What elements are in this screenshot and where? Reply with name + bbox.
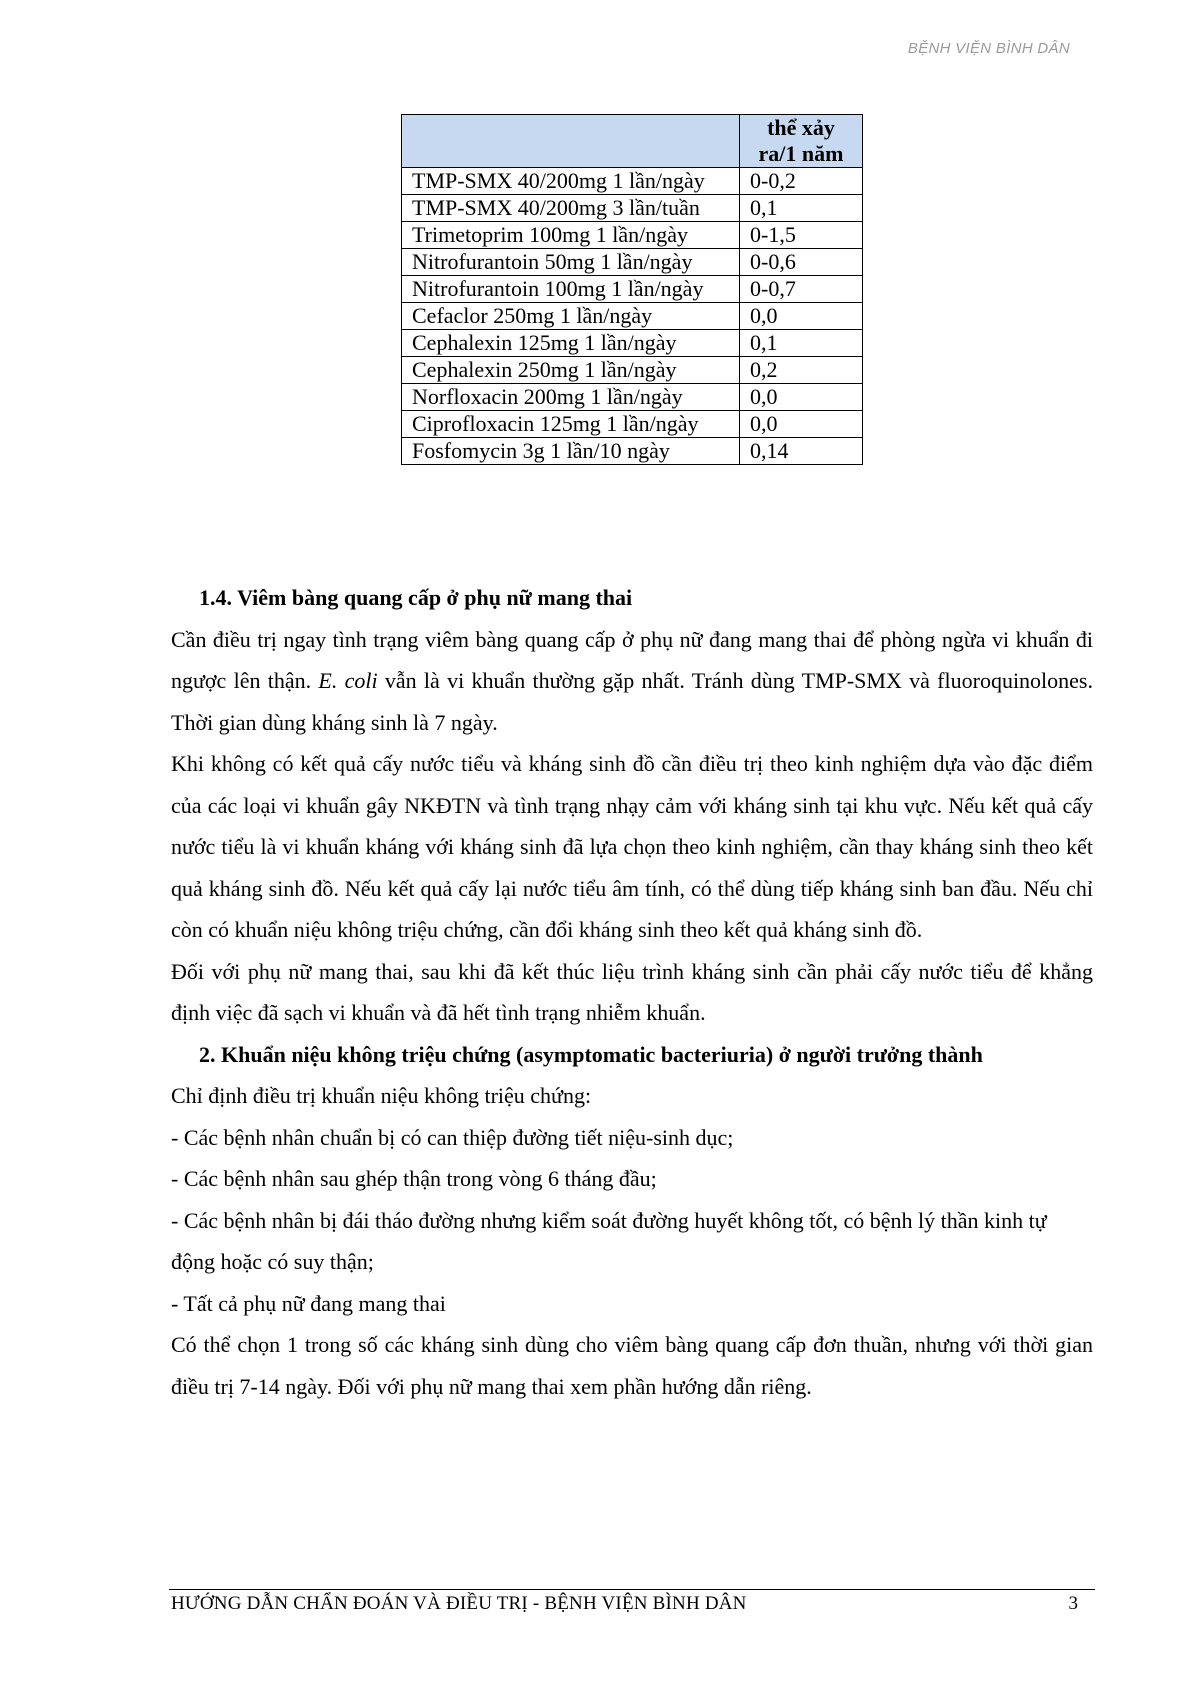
- table-row: [402, 249, 863, 276]
- table-row: [402, 195, 863, 222]
- list-item: - Các bệnh nhân sau ghép thận trong vòng 6 tháng đầu;: [171, 1166, 657, 1191]
- paragraph: [171, 619, 1093, 744]
- table-row: [402, 384, 863, 411]
- rate-cell: 0,2: [740, 357, 863, 384]
- rate-cell: 0,0: [740, 411, 863, 438]
- drug-cell: TMP-SMX 40/200mg 3 lần/tuần: [402, 195, 740, 222]
- table-row: [402, 222, 863, 249]
- table-row: [402, 411, 863, 438]
- footer-divider: [169, 1589, 1095, 1590]
- rate-cell: 0-0,7: [740, 276, 863, 303]
- table-row: [402, 303, 863, 330]
- drug-cell: Trimetoprim 100mg 1 lần/ngày: [402, 222, 740, 249]
- rate-cell: 0-1,5: [740, 222, 863, 249]
- rate-cell: 0,14: [740, 438, 863, 465]
- rate-cell: 0,0: [740, 384, 863, 411]
- list-item: động hoặc có suy thận;: [171, 1249, 374, 1274]
- table-header-cell: [402, 115, 740, 168]
- drug-cell: Nitrofurantoin 100mg 1 lần/ngày: [402, 276, 740, 303]
- paragraph: Khi không có kết quả cấy nước tiểu và kháng sinh đồ cần điều trị theo kinh nghiệm dựa vào đặc điểm của các loại vi khuẩn gây NKĐTN và tình trạng nhạy cảm với kháng sinh tại khu vực. Nếu kết quả cấy nước tiểu là vi khuẩn kháng với kháng sinh đã lựa chọn theo kinh nghiệm, cần thay kháng sinh theo kết quả kháng sinh đồ. Nếu kết quả cấy lại nước tiểu âm tính, có thể dùng tiếp kháng sinh ban đầu. Nếu chỉ còn có khuẩn niệu không triệu chứng, cần đổi kháng sinh theo kết quả kháng sinh đồ.: [171, 751, 1093, 942]
- drug-cell: Fosfomycin 3g 1 lần/10 ngày: [402, 438, 740, 465]
- drug-cell: Cephalexin 125mg 1 lần/ngày: [402, 330, 740, 357]
- table-row: [402, 168, 863, 195]
- table-header-row: [402, 115, 863, 168]
- list-item: - Tất cả phụ nữ đang mang thai: [171, 1290, 446, 1316]
- footer-title: HƯỚNG DẪN CHẨN ĐOÁN VÀ ĐIỀU TRỊ - BỆNH VIỆN BÌNH DÂN: [171, 1593, 747, 1614]
- rate-cell: 0,0: [740, 303, 863, 330]
- antibiotic-table: [401, 114, 863, 465]
- drug-cell: Ciprofloxacin 125mg 1 lần/ngày: [402, 411, 740, 438]
- table-row: [402, 330, 863, 357]
- drug-cell: Nitrofurantoin 50mg 1 lần/ngày: [402, 249, 740, 276]
- drug-cell: Cefaclor 250mg 1 lần/ngày: [402, 303, 740, 330]
- running-header: BỆNH VIỆN BÌNH DÂN: [907, 40, 1070, 57]
- section-heading: 2. Khuẩn niệu không triệu chứng (asymptomatic bacteriuria) ở người trưởng thành: [199, 1041, 983, 1067]
- italic-term: E. coli: [318, 668, 378, 693]
- list-item: - Các bệnh nhân chuẩn bị có can thiệp đường tiết niệu-sinh dục;: [171, 1124, 734, 1150]
- table-row: [402, 357, 863, 384]
- page-number: 3: [1068, 1593, 1078, 1614]
- table-row: [402, 438, 863, 465]
- paragraph-text: Cần điều trị ngay tình trạng viêm bàng quang cấp ở phụ nữ đang mang thai để phòng ngừa vi khuẩn đi ngược lên thận.: [171, 626, 1093, 693]
- drug-cell: TMP-SMX 40/200mg 1 lần/ngày: [402, 168, 740, 195]
- paragraph-text: vẫn là vi khuẩn thường gặp nhất. Tránh dùng TMP-SMX và fluoroquinolones. Thời gian dùng kháng sinh là 7 ngày.: [171, 668, 1093, 735]
- rate-cell: 0,1: [740, 330, 863, 357]
- paragraph: Có thể chọn 1 trong số các kháng sinh dùng cho viêm bàng quang cấp đơn thuần, nhưng với thời gian điều trị 7-14 ngày. Đối với phụ nữ mang thai xem phần hướng dẫn riêng.: [171, 1332, 1093, 1399]
- paragraph: Đối với phụ nữ mang thai, sau khi đã kết thúc liệu trình kháng sinh cần phải cấy nước tiểu để khẳng định việc đã sạch vi khuẩn và đã hết tình trạng nhiễm khuẩn.: [171, 958, 1093, 1025]
- section-heading: 1.4. Viêm bàng quang cấp ở phụ nữ mang thai: [199, 585, 633, 610]
- paragraph: Chỉ định điều trị khuẩn niệu không triệu chứng:: [171, 1083, 592, 1108]
- body-text: [171, 577, 1093, 1407]
- drug-cell: Cephalexin 250mg 1 lần/ngày: [402, 357, 740, 384]
- rate-cell: 0,1: [740, 195, 863, 222]
- rate-cell: 0-0,6: [740, 249, 863, 276]
- table-row: [402, 276, 863, 303]
- drug-cell: Norfloxacin 200mg 1 lần/ngày: [402, 384, 740, 411]
- table-header-cell: thể xảy ra/1 năm: [740, 115, 863, 168]
- list-item: - Các bệnh nhân bị đái tháo đường nhưng kiểm soát đường huyết không tốt, có bệnh lý thần kinh tự: [171, 1207, 1047, 1233]
- rate-cell: 0-0,2: [740, 168, 863, 195]
